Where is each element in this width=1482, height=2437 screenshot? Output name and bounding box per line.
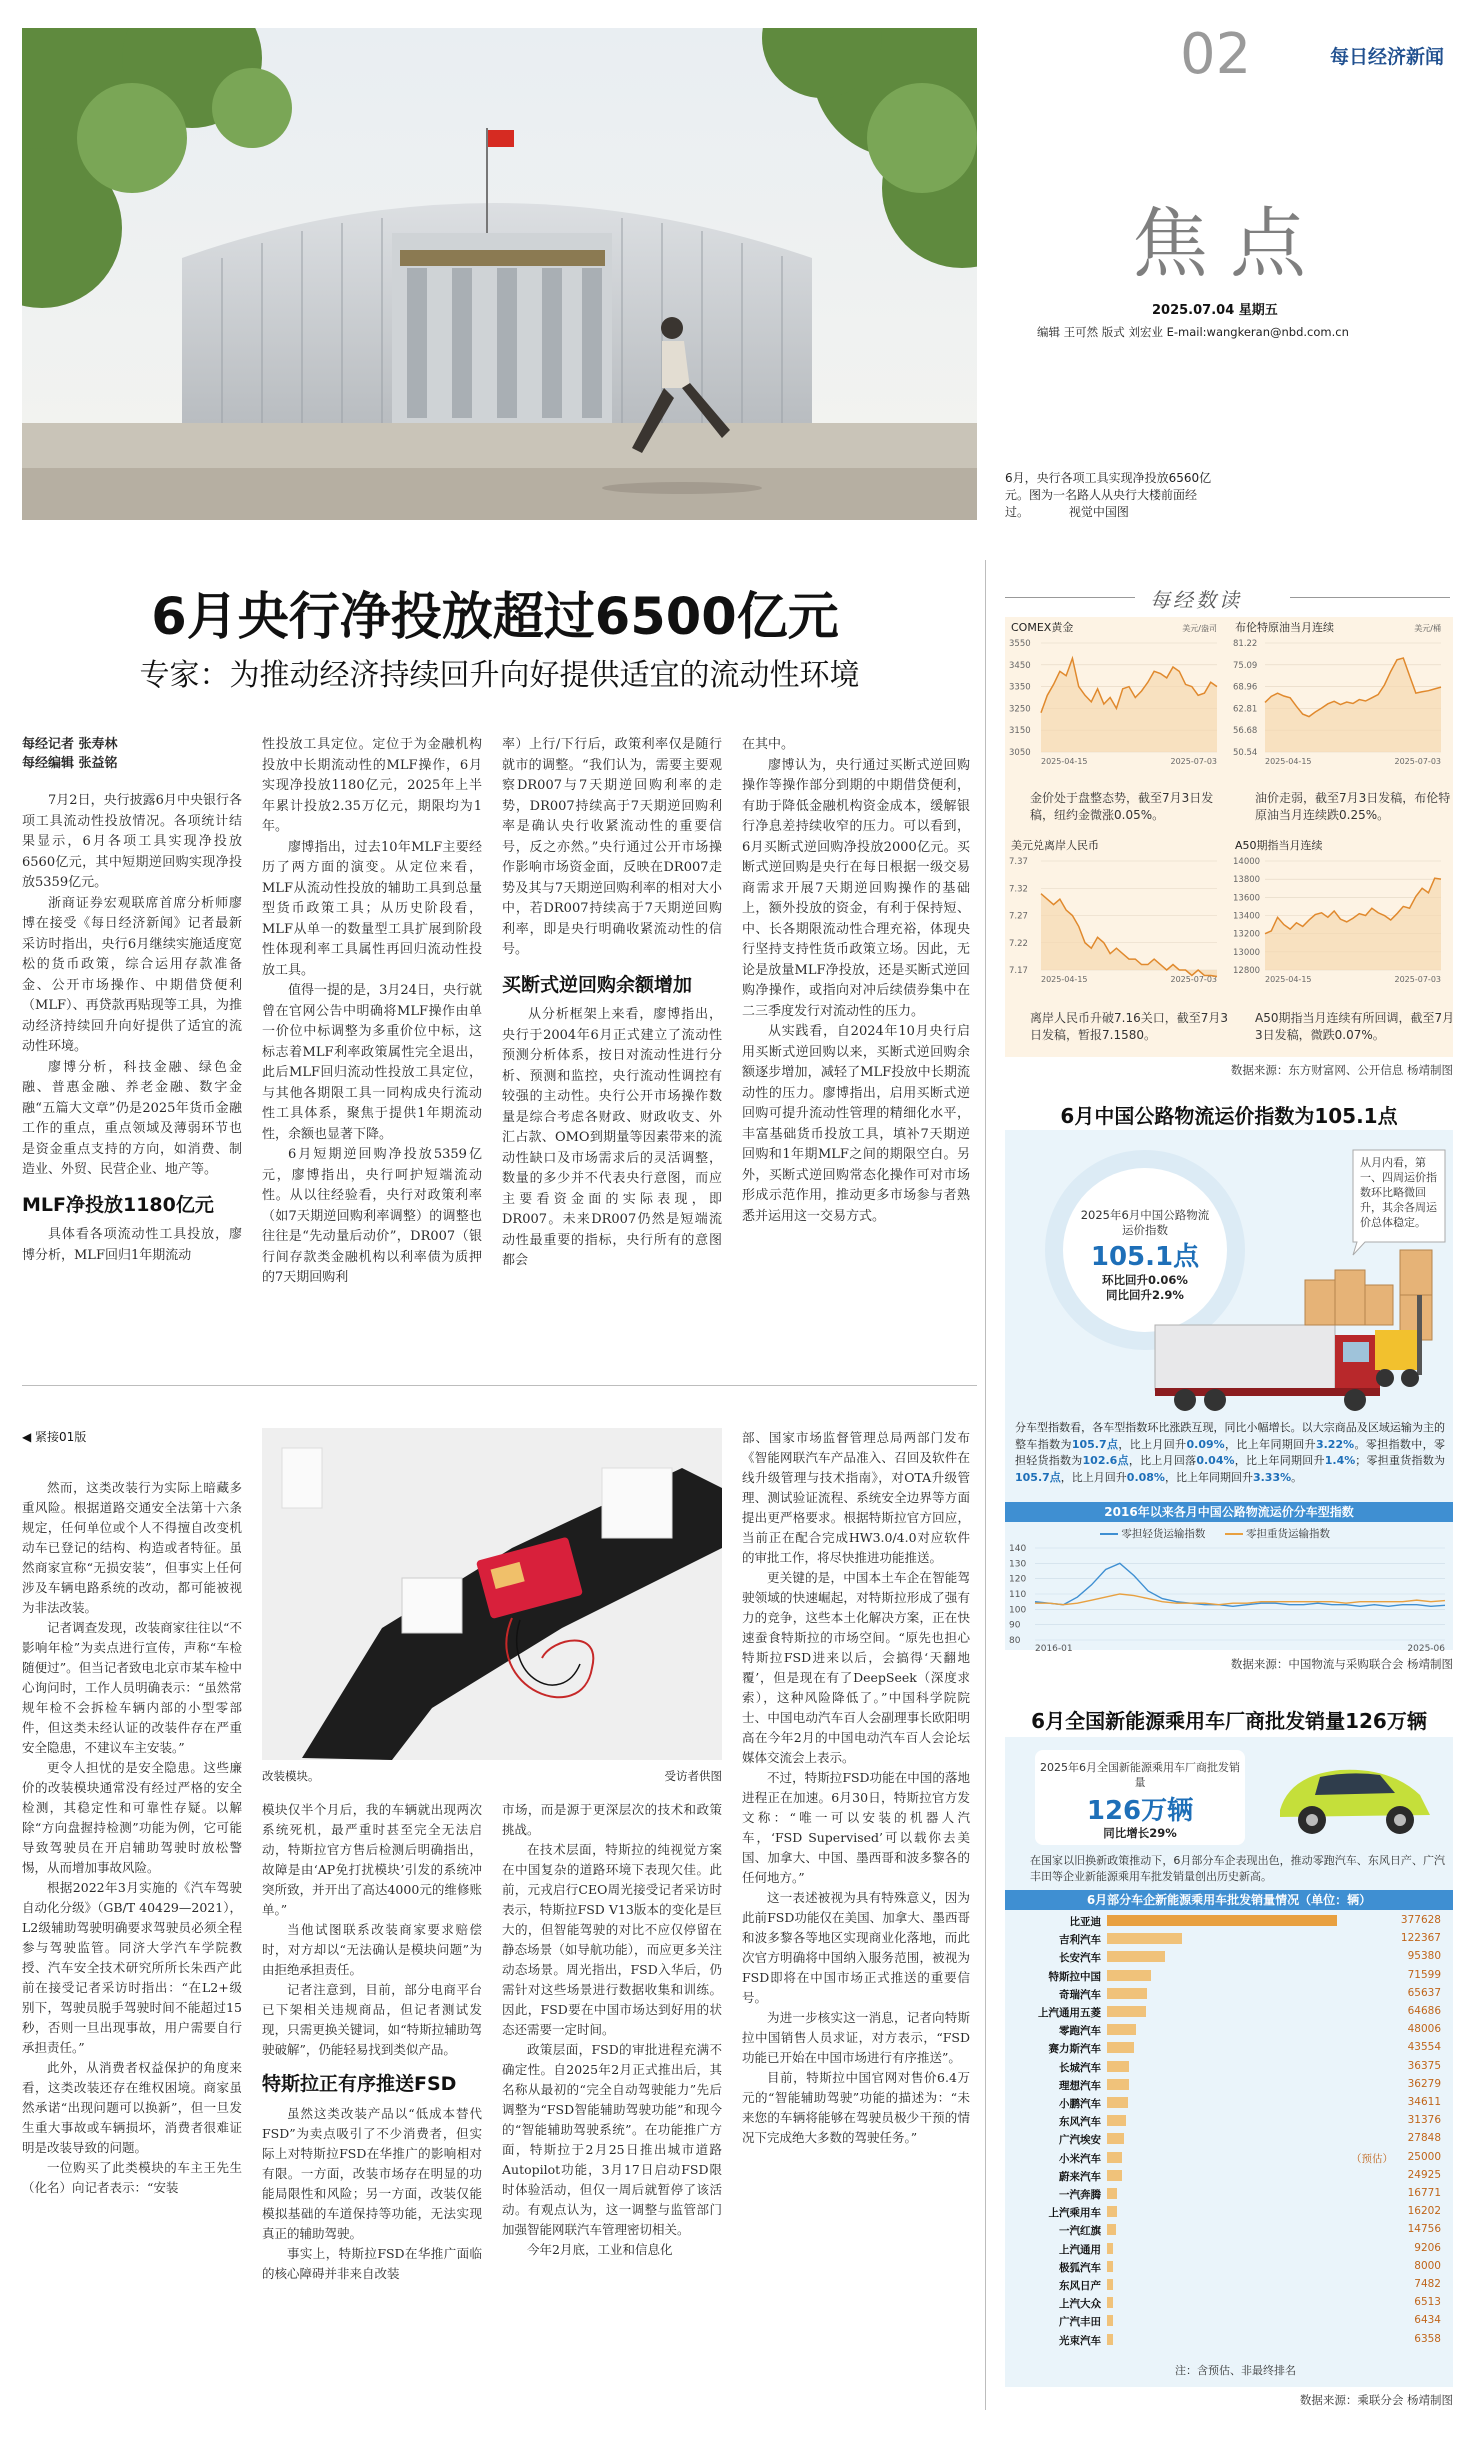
y-tick-label: 3250	[1009, 704, 1031, 715]
market-source: 数据来源：东方财富网、公开信息 杨靖制图	[1230, 1063, 1453, 1077]
bar-row	[1005, 2242, 1453, 2254]
bar-label: 奇瑞汽车	[1059, 1988, 1101, 2001]
car-icon	[1270, 1745, 1440, 1845]
paragraph: 此外，从消费者权益保护的角度来看，这类改装还存在维权困境。商家虽然承诺“出现问题可以换新”，但一旦发生重大事故或车辆损坏，消费者很难证明是改装导致的问题。	[22, 2060, 242, 2155]
x-tick-label: 2025-07-03	[1394, 757, 1441, 766]
mini-chart-title: COMEX黄金	[1011, 621, 1074, 634]
desc-part: ，比上月回升	[1118, 1437, 1187, 1451]
desc-value: 3.22%	[1315, 1437, 1355, 1451]
y-tick-label: 110	[1009, 1590, 1027, 1600]
bar-row	[1005, 1932, 1453, 1947]
bar	[1107, 2206, 1117, 2217]
paragraph: 部、国家市场监督管理总局两部门发布《智能网联汽车产品准入、召回及软件在线升级管理与技术指南》，对OTA升级管理、测试验证流程、系统安全边界等方面提出更严格要求。根据特斯拉官方回应，当前正在配合完成HW3.0/4.0对应软件的审批工作，将尽快推进功能推送。	[742, 1430, 970, 1565]
mini-chart-title: 布伦特原油当月连续	[1235, 621, 1334, 634]
market-caption-a50: A50期指当月连续有所回调，截至7月3日发稿，微跌0.07%。	[1255, 1011, 1455, 1042]
bar-row	[1005, 1987, 1453, 1999]
bar	[1107, 2315, 1113, 2326]
ev-title: 6月全国新能源乘用车厂商批发销量126万辆	[1031, 1709, 1427, 1733]
paragraph: 7月2日，央行披露6月中央银行各项工具流动性投放情况。各项统计结果显示，6月各项工具实现净投放6560亿元，其中短期逆回购实现净投放5359亿元。	[22, 793, 242, 890]
market-caption-oil: 油价走弱，截至7月3日发稿，布伦特原油当月连续跌0.25%。	[1255, 791, 1451, 822]
bar-row	[1005, 1950, 1453, 1965]
y-tick-label: 13400	[1233, 911, 1261, 922]
desc-value: 3.33%	[1252, 1470, 1292, 1484]
bar	[1107, 2152, 1122, 2163]
paragraph: 廖博分析，科技金融、绿色金融、普惠金融、养老金融、数字金融“五篇大文章”仍是2025年货币金融工作的重点，重点领域及薄弱环节也是资金重点支持的方向，如消费、制造业、外贸、民营企业、地产等。	[22, 1059, 242, 1177]
ev-bar-chart	[1005, 1914, 1453, 2354]
subheading-tesla: 特斯拉正有序推送FSD	[262, 2073, 457, 2095]
bar-label: 小鹏汽车	[1059, 2098, 1101, 2110]
mini-chart-title: 美元兑离岸人民币	[1011, 839, 1099, 852]
bar-value: 27848	[1407, 2132, 1441, 2145]
desc-part: 分车型指数看，各车型指数环比涨跌互现，同比小幅增长。以大宗商品及区域运输为主的整车指数为	[1015, 1421, 1445, 1451]
logistics-legend	[1100, 1526, 1330, 1541]
desc-value: 0.08%	[1126, 1470, 1165, 1484]
paragraph: 事实上，特斯拉FSD在华推广面临的核心障碍并非来自改装	[262, 2246, 482, 2281]
paragraph: 然而，这类改装行为实际上暗藏多重风险。根据道路交通安全法第十六条规定，任何单位或个人不得擅自改变机动车已登记的结构、构造或者特征。虽然商家宣称“无损安装”，但事实上任何涉及车辆电路系统的改动，都可能被视为非法改装。	[22, 1480, 242, 1615]
photo-credit: 视觉中国图	[1068, 505, 1129, 519]
market-caption-cny: 离岸人民币升破7.16关口，截至7月3日发稿，暂报7.1580。	[1030, 1011, 1228, 1042]
bar-row	[1005, 2151, 1453, 2163]
article2-col2	[262, 1800, 482, 2284]
bar-value: 36279	[1407, 2077, 1441, 2090]
bar-row	[1005, 2132, 1453, 2147]
ev-source: 数据来源：乘联分会 杨靖制图	[1299, 2393, 1453, 2407]
bar	[1107, 2115, 1126, 2126]
bar-label: 一汽红旗	[1059, 2225, 1101, 2238]
headline: 6月央行净投放超过6500亿元	[151, 588, 839, 647]
y-tick-label: 7.37	[1009, 857, 1028, 867]
paragraph: 更令人担忧的是安全隐患。这些廉价的改装模块通常没有经过严格的安全检测，其稳定性和可靠性存疑。以解除“方向盘握持检测”功能为例，它可能导致驾驶员在开启辅助驾驶时放松警惕，从而增加事故风险。	[22, 1760, 242, 1875]
bar-row	[1005, 2260, 1453, 2272]
y-tick-label: 14000	[1233, 857, 1261, 867]
bar-value: 48006	[1407, 2023, 1441, 2036]
logistics-title: 6月中国公路物流运价指数为105.1点	[1060, 1104, 1398, 1128]
y-tick-label: 7.22	[1009, 938, 1028, 949]
bar-value: 14756	[1407, 2223, 1441, 2236]
x-tick-label: 2025-07-03	[1394, 975, 1441, 984]
bar-label: 赛力斯汽车	[1048, 2043, 1101, 2056]
desc-value: 105.7点	[1015, 1470, 1061, 1484]
bar-row	[1005, 2096, 1453, 2108]
y-tick-label: 13000	[1233, 947, 1261, 958]
module-photo	[262, 1428, 722, 1760]
numbers-title-rule-left	[1005, 597, 1135, 598]
area-fill	[1041, 894, 1217, 977]
y-tick-label: 90	[1009, 1620, 1021, 1631]
bar-row	[1005, 2041, 1453, 2056]
bar-value: 7482	[1414, 2278, 1441, 2290]
desc-part: 。零担指数中，零担轻货指数为	[1015, 1437, 1446, 1467]
y-tick-label: 7.17	[1009, 966, 1028, 976]
bar-value: 16771	[1407, 2187, 1441, 2199]
legend-swatch-light	[1100, 1533, 1118, 1535]
logistics-center-value: 105.1点	[1090, 1242, 1200, 1272]
bar-label: 广汽丰田	[1059, 2316, 1101, 2329]
desc-value: 1.4%	[1324, 1454, 1356, 1467]
bar-label: 零跑汽车	[1059, 2025, 1101, 2038]
bar-label: 比亚迪	[1069, 1916, 1101, 1928]
paragraph: 性投放工具定位。定位于为金融机构投放中长期流动性的MLF操作，6月实现净投放1180亿元，2025年上半年累计投放2.35万亿元，期限均为1年。	[262, 737, 482, 834]
bar	[1107, 1915, 1337, 1926]
bar-value: 122367	[1400, 1932, 1441, 1945]
bar-row	[1005, 1914, 1453, 1926]
bar-label: 上汽乘用车	[1048, 2207, 1101, 2220]
bar-row	[1005, 2060, 1453, 2072]
bar-value: 31376	[1407, 2114, 1441, 2127]
y-tick-label: 130	[1009, 1559, 1027, 1570]
paragraph: 在技术层面，特斯拉的纯视觉方案在中国复杂的道路环境下表现欠佳。此前，元戎启行CEO周光接受记者采访时表示，特斯拉FSD V13版本的变化是巨大的，但智能驾驶的对比不应仅停留在静态场景（如导航功能），而应更多关注动态场景。周光指出，FSD入华后，仍需针对这些场景进行数据收集和训练。因此，FSD要在中国市场达到好用的状态还需要一定时间。	[502, 1842, 722, 2037]
mini-chart-unit: 美元/桶	[1414, 624, 1441, 633]
bar	[1107, 2097, 1128, 2108]
bar-label: 小米汽车	[1059, 2152, 1101, 2165]
desc-part: ，比上年同期回升	[1224, 1437, 1316, 1451]
mini-chart-title: A50期指当月连续	[1235, 839, 1323, 852]
bar-label: 东风汽车	[1059, 2116, 1101, 2129]
market-caption-gold: 金价处于盘整态势，截至7月3日发稿，纽约金微涨0.05%。	[1030, 791, 1214, 822]
caption-credit: 受访者供图	[664, 1769, 722, 1783]
bar-label: 长城汽车	[1059, 2061, 1101, 2074]
logistics-source: 数据来源：中国物流与采购联合会 杨靖制图	[1230, 1657, 1453, 1671]
paragraph: 根据2022年3月实施的《汽车驾驶自动化分级》（GB/T 40429—2021），L2级辅助驾驶明确要求驾驶员必须全程参与驾驶监管。同济大学汽车学院教授、汽车安全技术研究所所长朱西产此前在接受记者采访时指出：“在L2+级别下，驾驶员脱手驾驶时间不能超过15秒，否则一旦出现事故，用户需要自行承担责任。”	[22, 1880, 242, 2055]
bar-row	[1005, 2223, 1453, 2238]
desc-value: 102.6点	[1082, 1454, 1129, 1467]
y-tick-label: 13200	[1233, 929, 1261, 940]
x-tick-label: 2025-07-03	[1170, 757, 1217, 766]
logistics-center-label: 2025年6月中国公路物流运价指数	[1080, 1208, 1210, 1237]
bar-value: 65637	[1407, 1986, 1441, 1999]
paragraph: 为进一步核实这一消息，记者向特斯拉中国销售人员求证，对方表示，“FSD功能已开始在中国市场进行有序推送”。	[742, 2010, 970, 2065]
masthead-paper: 每日经济新闻	[1330, 46, 1445, 68]
desc-part: ，比上年同期回升	[1234, 1454, 1325, 1467]
paragraph: 政策层面，FSD的审批进程充满不确定性。自2025年2月正式推出后，其名称从最初的“完全自动驾驶能力”先后调整为“FSD智能辅助驾驶功能”和现今的“智能辅助驾驶系统”。在功能推广方面，特斯拉于2月25日推出城市道路Autopilot功能，3月17日启动FSD限时体验活动，但仅一周后就暂停了该活动。有观点认为，这一调整与监管部门加强智能网联汽车管理密切相关。	[502, 2042, 722, 2237]
bar	[1107, 2334, 1113, 2345]
module-photo-caption	[262, 1768, 722, 1784]
y-tick-label: 62.81	[1233, 704, 1258, 715]
bar	[1107, 2261, 1113, 2272]
divider-vertical	[985, 560, 986, 2410]
bar	[1107, 2297, 1113, 2308]
paragraph: 目前，特斯拉中国官网对售价6.4万元的“智能辅助驾驶”功能的描述为：“未来您的车辆将能够在驾驶员极少干预的情况下完成绝大多数的驾驶任务。”	[742, 2070, 970, 2145]
y-tick-label: 13800	[1233, 875, 1261, 886]
paragraph: 当他试图联系改装商家要求赔偿时，对方却以“无法确认是模块问题”为由拒绝承担责任。	[262, 1922, 482, 1977]
bar-label: 东风日产	[1059, 2280, 1101, 2292]
y-tick-label: 100	[1009, 1605, 1027, 1616]
bar	[1107, 2279, 1113, 2290]
x-tick-label: 2016-01	[1035, 1644, 1073, 1652]
series-line	[1035, 1563, 1445, 1606]
bar-label: 广汽埃安	[1059, 2134, 1101, 2147]
mini-chart-unit: 美元/盎司	[1182, 624, 1217, 633]
logistics-mom: 环比回升0.06%	[1102, 1273, 1188, 1287]
bar-row	[1005, 2187, 1453, 2199]
y-tick-label: 7.27	[1009, 911, 1028, 922]
logistics-chart-title: 2016年以来各月中国公路物流运价分车型指数	[1005, 1502, 1453, 1522]
bar-row	[1005, 2114, 1453, 2129]
bar	[1107, 2170, 1122, 2181]
bar-label: 一汽奔腾	[1059, 2189, 1101, 2201]
bar-label: 理想汽车	[1059, 2079, 1101, 2092]
desc-part: 。	[1291, 1470, 1303, 1484]
paragraph: 记者调查发现，改装商家往往以“不影响年检”为卖点进行宣传，声称“车检随便过”。但当记者致电北京市某车检中心询问时，工作人员明确表示：“虽然常规年检不会拆检车辆内部的小型零部件，但这类未经认证的改装件存在严重安全隐患，不建议车主安装。”	[22, 1620, 242, 1755]
bar-row	[1005, 2333, 1453, 2345]
bar-value: 9206	[1414, 2241, 1441, 2254]
x-tick-label: 2025-04-15	[1265, 757, 1312, 766]
y-tick-label: 3350	[1009, 682, 1031, 693]
article2-col3	[502, 1800, 722, 2260]
bar-row	[1005, 2169, 1453, 2181]
y-tick-label: 56.68	[1233, 726, 1258, 737]
desc-part: ；零担重货指数为	[1355, 1454, 1446, 1467]
ev-center-label: 2025年6月全国新能源乘用车厂商批发销量	[1040, 1761, 1240, 1789]
desc-value: 105.7点	[1071, 1437, 1119, 1451]
desc-part: ，比上年同期回升	[1164, 1470, 1253, 1484]
byline-editor: 每经编辑 张益铭	[22, 756, 118, 771]
paragraph: 不过，特斯拉FSD功能在中国的落地进程正在加速。6月30日，特斯拉官方发文称：“唯一可以安装的机器人汽车，‘FSD Supervised’可以载你去美国、加拿大、中国、墨西哥和波多黎各的任何地方。”	[742, 1770, 970, 1885]
bar-value: 24925	[1407, 2168, 1441, 2181]
y-tick-label: 12800	[1233, 966, 1261, 976]
ev-note: 注：含预估、非最终排名	[1175, 2364, 1296, 2377]
y-tick-label: 3150	[1009, 726, 1031, 737]
ev-center-value: 126万辆	[1086, 1796, 1194, 1826]
y-tick-label: 81.22	[1233, 639, 1258, 649]
paragraph: 在其中。	[742, 737, 795, 752]
legend-label: 零担重货运输指数	[1246, 1528, 1331, 1540]
area-fill	[1265, 658, 1441, 752]
y-tick-label: 13600	[1233, 893, 1261, 904]
bar-row	[1005, 2023, 1453, 2038]
bar-row	[1005, 2205, 1453, 2220]
y-tick-label: 120	[1009, 1574, 1027, 1585]
y-tick-label: 50.54	[1233, 748, 1258, 758]
x-tick-label: 2025-06	[1407, 1644, 1445, 1652]
paragraph: 更关键的是，中国本土车企在智能驾驶领域的快速崛起，对特斯拉形成了强有力的竞争，这些本土化解决方案，正在快速蚕食特斯拉的市场空间。“原先也担心特斯拉FSD进来以后，会搞得‘天翻地覆’，但是现在有了DeepSeek（深度求索），这种风险降低了。”中国科学院院士、中国电动汽车百人会副理事长欧阳明高在今年2月的中国电动汽车百人会论坛媒体交流会上表示。	[742, 1570, 970, 1765]
mini-line-charts	[1005, 617, 1453, 1057]
legend-label: 零担轻货运输指数	[1121, 1528, 1206, 1540]
y-tick-label: 80	[1009, 1636, 1021, 1646]
numbers-title-rule-right	[1290, 597, 1450, 598]
bar-row	[1005, 2078, 1453, 2090]
bar-value: 16202	[1407, 2205, 1441, 2218]
y-tick-label: 7.32	[1009, 884, 1028, 895]
bar-value: 95380	[1407, 1950, 1441, 1963]
subheading-mlf: MLF净投放1180亿元	[22, 1193, 214, 1216]
desc-part: ，比上月回落	[1128, 1454, 1197, 1467]
x-tick-label: 2025-07-03	[1170, 975, 1217, 984]
bar	[1107, 2133, 1124, 2144]
logistics-yoy: 同比回升2.9%	[1106, 1288, 1184, 1302]
article1-col1	[22, 735, 242, 1266]
bar-row	[1005, 2005, 1453, 2017]
bar	[1107, 1933, 1182, 1944]
bar-row	[1005, 2296, 1453, 2311]
logistics-description	[1015, 1420, 1445, 1486]
logistics-line-chart	[1005, 1542, 1453, 1652]
bar-row	[1005, 2314, 1453, 2329]
bar	[1107, 2243, 1113, 2254]
paragraph: 一位购买了此类模块的车主王先生（化名）向记者表示：“安装	[22, 2160, 242, 2195]
bar-label: 上汽大众	[1059, 2298, 1101, 2311]
x-tick-label: 2025-04-15	[1041, 975, 1088, 984]
photo-caption-text: 6月，央行各项工具实现净投放6560亿元。图为一名路人从央行大楼前面经过。	[1005, 471, 1212, 519]
bar-label: 蔚来汽车	[1059, 2170, 1101, 2183]
article2-col1	[22, 1478, 242, 2198]
bar	[1107, 2024, 1136, 2035]
caption-text: 改装模块。	[262, 1769, 320, 1783]
bar-value: 34611	[1407, 2096, 1441, 2108]
cover-photo	[22, 28, 977, 520]
bar-value: 8000	[1414, 2259, 1441, 2272]
bar-row	[1005, 1969, 1453, 1981]
divider	[22, 1385, 977, 1386]
x-tick-label: 2025-04-15	[1041, 757, 1088, 766]
paragraph: 从分析框架上来看，廖博指出，央行于2004年6月正式建立了流动性预测分析体系，按日对流动性进行分析、预测和监控，央行流动性调控有较强的主动性。央行公开市场操作数量是综合考虑各财政、财政收支、外汇占款、OMO到期量等因素带来的流动性缺口及市场需求后的灵活调整，数量的多少并不代表央行意图，而应主要看资金面的实际表现，即DR007。未来DR007仍然是短端流动性最重要的指标，央行所有的意图都会	[502, 1007, 722, 1268]
bar	[1107, 2042, 1134, 2053]
bar	[1107, 2061, 1129, 2072]
paragraph: 从实践看，自2024年10月央行启用买断式逆回购以来，买断式逆回购余额逐步增加，减轻了MLF投放中长期流动性的压力。廖博指出，启用买断式逆回购可提升流动性管理的精细化水平，丰富基础货币投放工具，填补7天期逆回购和1年期MLF之间的期限空白。另外，买断式逆回购常态化操作可对市场形成示范作用，推动更多市场参与者熟悉并运用这一交易方式。	[742, 1024, 970, 1224]
bar-value: 36375	[1407, 2059, 1441, 2072]
bar-value: 6358	[1414, 2332, 1441, 2345]
market-chart-panel	[1005, 617, 1453, 1057]
numbers-title: 每经数读	[1150, 588, 1242, 612]
ev-description: 在国家以旧换新政策推动下，6月部分车企表现出色，推动零跑汽车、东风日产、广汽丰田等企业新能源乘用车批发销量创出历史新高。	[1030, 1854, 1445, 1883]
bar	[1107, 2006, 1146, 2017]
logistics-bubble-text: 从月内看，第一、四周运价指数环比略微回升，其余各周运价总体稳定。	[1360, 1156, 1437, 1229]
bar	[1107, 1951, 1165, 1962]
paragraph: 这一表述被视为具有特殊意义，因为此前FSD功能仅在美国、加拿大、墨西哥和波多黎各等地区实现商业化落地，而此次官方明确将中国纳入服务范围，被视为FSD即将在中国市场正式推送的重要信号。	[742, 1890, 970, 2005]
bar-value: 64686	[1407, 2005, 1441, 2017]
paragraph: 值得一提的是，3月24日，央行就曾在官网公告中明确将MLF操作由单一价位中标调整为多重价位中标，这标志着MLF利率政策属性完全退出，此后MLF回归流动性投放工具定位，与其他各期限工具一同构成央行流动性工具体系，聚焦于提供1年期流动性，余额也显著下降。	[262, 983, 482, 1142]
bar-label: 极狐汽车	[1059, 2261, 1101, 2274]
article1-col4	[742, 735, 970, 1227]
paragraph: 今年2月底，工业和信息化	[527, 2242, 673, 2257]
legend-swatch-heavy	[1225, 1533, 1243, 1535]
bar	[1107, 2188, 1117, 2199]
photo-caption	[1005, 470, 1215, 521]
ev-yoy: 同比增长29%	[1103, 1826, 1177, 1840]
byline-reporter: 每经记者 张寿林	[22, 737, 118, 752]
desc-part: ，比上月回升	[1060, 1470, 1127, 1484]
paragraph: 具体看各项流动性工具投放，廖博分析，MLF回归1年期流动	[22, 1227, 242, 1263]
continued-from-label: ◀ 紧接01版	[22, 1430, 87, 1444]
subheading-reverse-repo: 买断式逆回购余额增加	[502, 973, 693, 996]
bar-value: 377628	[1400, 1914, 1441, 1926]
bar-value: 71599	[1407, 1968, 1441, 1981]
paragraph: 6月短期逆回购净投放5359亿元，廖博指出，央行呵护短端流动性。从以往经验看，央行对政策利率（如7天期逆回购利率调整）的调整也往往是“先动量后动价”，DR007（银行间存款类金融机构以利率债为质押的7天期回购利	[262, 1147, 482, 1285]
bar-label: 特斯拉中国	[1048, 1970, 1101, 1983]
desc-value: 0.04%	[1196, 1454, 1235, 1467]
ev-table-title: 6月部分车企新能源乘用车批发销量情况（单位：辆）	[1005, 1890, 1453, 1910]
paragraph: 率）上行/下行后，政策利率仅是随行就市的调整。“我们认为，需要主要观察DR007与7天期逆回购利率的走势，DR007持续高于7天期逆回购利率是确认央行收紧流动性的重要信号，反之亦然。”央行通过公开市场操作影响市场资金面，反映在DR007走势及其与7天期逆回购利率的相对大小中，若DR007持续高于7天期逆回购利率，即是央行明确收紧流动性的信号。	[502, 737, 722, 957]
y-tick-label: 75.09	[1233, 660, 1258, 671]
bar-label: 上汽通用五菱	[1038, 2007, 1101, 2019]
bar-label: 吉利汽车	[1059, 1934, 1101, 1947]
paragraph: 市场，而是源于更深层次的技术和政策挑战。	[502, 1802, 722, 1837]
bar-label: 长安汽车	[1059, 1952, 1101, 1965]
article1-col2	[262, 735, 482, 1289]
bar-value: 6513	[1414, 2296, 1441, 2309]
y-tick-label: 3550	[1009, 639, 1031, 649]
bar	[1107, 1970, 1151, 1981]
paragraph: 浙商证券宏观联席首席分析师廖博在接受《每日经济新闻》记者最新采访时指出，央行6月继续实施适度宽松的货币政策，综合运用存款准备金、公开市场操作、中期借贷便利（MLF）、再贷款再贴现等工具，为推动经济持续回升向好提供了适宜的流动性环境。	[22, 895, 242, 1054]
paragraph: 廖博指出，过去10年MLF主要经历了两方面的演变。从定位来看，MLF从流动性投放的辅助工具到总量型货币政策工具；从历史阶段看，MLF从单一的数量型工具扩展到阶段性体现利率工具属性再回归流动性投放工具。	[262, 839, 482, 978]
y-tick-label: 140	[1009, 1544, 1027, 1554]
bar-value: 43554	[1407, 2041, 1441, 2054]
bar-annotation: （预估）	[1351, 2152, 1393, 2165]
paragraph: 记者注意到，目前，部分电商平台已下架相关违规商品，但记者测试发现，只需更换关键词，如“特斯拉辅助驾驶破解”，仍能轻易找到类似产品。	[262, 1982, 482, 2057]
bar-value: 25000	[1407, 2150, 1441, 2163]
article2-col4	[742, 1428, 970, 2148]
editor-line: 编辑 王可然 版式 刘宏业 E-mail:wangkeran@nbd.com.cn	[1037, 325, 1349, 339]
bar-label: 上汽通用	[1059, 2243, 1101, 2256]
series-line	[1035, 1594, 1445, 1605]
bar	[1107, 2224, 1116, 2235]
section-title: 焦点	[1132, 199, 1328, 288]
y-tick-label: 3450	[1009, 660, 1031, 671]
paragraph: 虽然这类改装产品以“低成本替代FSD”为卖点吸引了不少消费者，但实际上对特斯拉FSD在华推广的影响相对有限。一方面，改装市场存在明显的功能局限性和风险；另一方面，改装仅能模拟基础的车道保持等功能，无法实现真正的辅助驾驶。	[262, 2106, 482, 2241]
subheadline: 专家：为推动经济持续回升向好提供适宜的流动性环境	[139, 658, 860, 693]
issue-date: 2025.07.04 星期五	[1152, 303, 1278, 318]
area-fill	[1265, 878, 1441, 970]
bar	[1107, 2079, 1129, 2090]
bar	[1107, 1988, 1147, 1999]
bar-value: 6434	[1414, 2314, 1441, 2327]
bar-label: 光束汽车	[1059, 2334, 1101, 2347]
article1-col3	[502, 735, 722, 1272]
y-tick-label: 68.96	[1233, 682, 1258, 693]
bar-row	[1005, 2278, 1453, 2290]
paragraph: 模块仅半个月后，我的车辆就出现两次系统死机，最严重时甚至完全无法启动，特斯拉官方售后检测后明确指出，故障是由‘AP免打扰模块’引发的系统冲突所致，并开出了高达4000元的维修账单。”	[262, 1802, 482, 1917]
y-tick-label: 3050	[1009, 748, 1031, 758]
x-tick-label: 2025-04-15	[1265, 975, 1312, 984]
page-number: 02	[1180, 22, 1252, 87]
paragraph: 廖博认为，央行通过买断式逆回购操作等操作部分到期的中期借贷便利，有助于降低金融机构资金成本，缓解银行净息差持续收窄的压力。可以看到，6月买断式逆回购净投放2000亿元。买断式逆回购是央行在每日根据一级交易商需求开展7天期逆回购操作的基础上，额外投放的资金，有利于保持短、中、长各期限流动性合理充裕，体现央行坚持支持性货币政策立场。因此，无论是放量MLF净投放，还是买断式逆回购净操作，或指向对冲后续债券集中在二三季度发行对流动性的压力。	[742, 757, 970, 1019]
desc-value: 0.09%	[1186, 1437, 1225, 1451]
